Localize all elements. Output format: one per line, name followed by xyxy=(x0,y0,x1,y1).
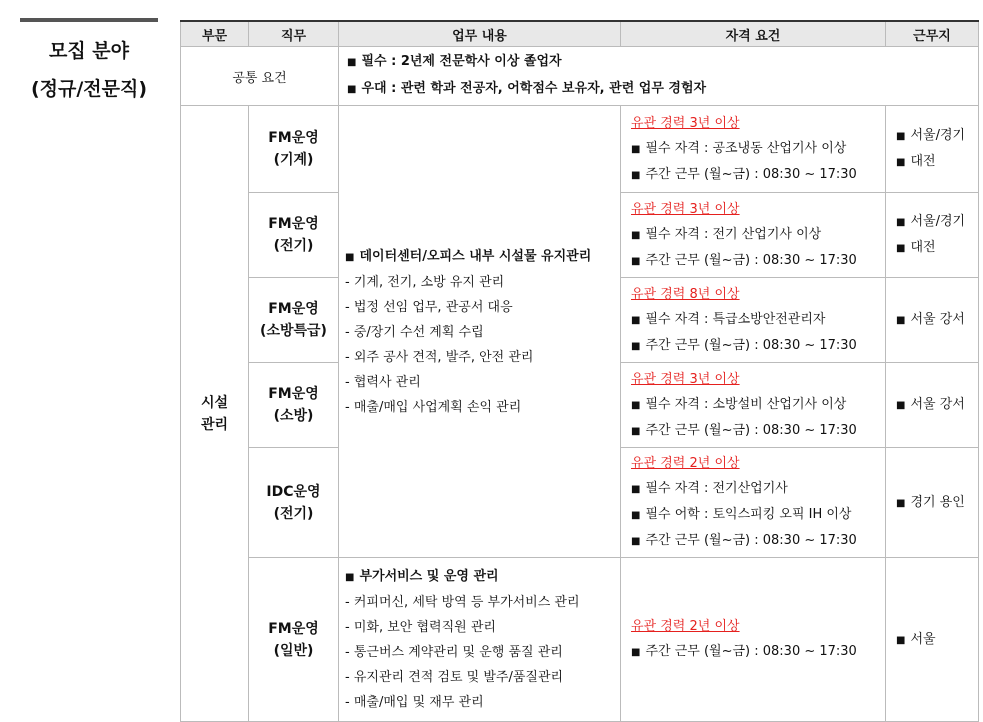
experience-requirement: 유관 경력 8년 이상 xyxy=(631,286,740,302)
location-item: ■ 대전 xyxy=(896,240,936,255)
common-requirements-row xyxy=(181,47,979,106)
table-row xyxy=(181,558,979,722)
job-cell: FM운영 (소방) xyxy=(249,363,339,448)
bullet-icon: ■ xyxy=(896,497,906,509)
section-title: 모집 분야 xyxy=(48,40,130,62)
duty-item: - 유지관리 견적 검토 및 발주/품질관리 xyxy=(345,670,564,685)
bullet-icon: ■ xyxy=(896,634,906,646)
experience-requirement: 유관 경력 3년 이상 xyxy=(631,115,740,131)
location-cell xyxy=(886,448,979,558)
qualification-item: ■ 주간 근무 (월~금) : 08:30 ~ 17:30 xyxy=(631,644,857,659)
location-item: ■ 서울 강서 xyxy=(896,312,965,327)
job-cell: FM운영 (전기) xyxy=(249,193,339,278)
job-cell: FM운영 (기계) xyxy=(249,106,339,193)
location-cell xyxy=(886,106,979,193)
section-label xyxy=(20,18,158,104)
qualification-cell xyxy=(621,558,886,722)
location-item: ■ 서울/경기 xyxy=(896,214,966,229)
bullet-icon: ■ xyxy=(345,251,355,263)
location-item: ■ 대전 xyxy=(896,154,936,169)
header-location: 근무지 xyxy=(886,21,979,47)
recruitment-table xyxy=(180,20,979,722)
department-cell: 시설 관리 xyxy=(181,106,249,722)
location-cell xyxy=(886,363,979,448)
bullet-icon: ■ xyxy=(896,243,906,254)
duties-cell xyxy=(339,106,621,558)
experience-requirement: 유관 경력 2년 이상 xyxy=(631,619,740,634)
experience-requirement: 유관 경력 3년 이상 xyxy=(631,371,740,387)
bullet-icon: ■ xyxy=(896,400,906,411)
qualification-cell xyxy=(621,106,886,193)
qualification-item: ■ 주간 근무 (월~금) : 08:30 ~ 17:30 xyxy=(631,533,857,548)
duty-item: - 미화, 보안 협력직원 관리 xyxy=(345,620,496,635)
qualification-item: ■ 필수 자격 : 소방설비 산업기사 이상 xyxy=(631,396,847,412)
location-item: ■ 서울 강서 xyxy=(896,397,965,412)
header-job: 직무 xyxy=(249,21,339,47)
bullet-icon: ■ xyxy=(631,647,641,658)
duty-item: - 외주 공사 견적, 발주, 안전 관리 xyxy=(345,349,534,365)
qualification-cell xyxy=(621,278,886,363)
bullet-icon: ■ xyxy=(631,314,641,326)
bullet-icon: ■ xyxy=(896,157,906,168)
header-row xyxy=(181,21,979,47)
bullet-icon: ■ xyxy=(896,131,906,142)
header-department: 부문 xyxy=(181,21,249,47)
bullet-icon: ■ xyxy=(631,399,641,411)
location-cell xyxy=(886,278,979,363)
header-qualifications: 자격 요건 xyxy=(621,21,886,47)
bullet-icon: ■ xyxy=(631,425,641,437)
duty-item: - 매출/매입 사업계획 손익 관리 xyxy=(345,399,522,415)
common-label: 공통 요건 xyxy=(181,47,339,106)
qualification-item: ■ 주간 근무 (월~금) : 08:30 ~ 17:30 xyxy=(631,422,857,438)
common-requirements xyxy=(339,47,979,106)
qualification-item: ■ 주간 근무 (월~금) : 08:30 ~ 17:30 xyxy=(631,252,857,268)
duty-item: - 매출/매입 및 재무 관리 xyxy=(345,695,484,710)
duties-cell xyxy=(339,558,621,722)
duty-item: - 기계, 전기, 소방 유지 관리 xyxy=(345,274,505,290)
duty-heading: ■ 데이터센터/오피스 내부 시설물 유지관리 xyxy=(345,248,592,264)
qualification-item: ■ 필수 자격 : 전기산업기사 xyxy=(631,481,788,496)
qualification-item: ■ 필수 자격 : 전기 산업기사 이상 xyxy=(631,226,822,242)
bullet-icon: ■ xyxy=(896,315,906,326)
qualification-item: ■ 필수 자격 : 공조냉동 산업기사 이상 xyxy=(631,140,847,156)
bullet-icon: ■ xyxy=(631,143,641,155)
duty-item: - 통근버스 계약관리 및 운행 품질 관리 xyxy=(345,645,563,660)
bullet-icon: ■ xyxy=(631,510,641,521)
location-item: ■ 서울 xyxy=(896,631,936,647)
location-cell xyxy=(886,558,979,722)
job-cell: FM운영 (소방특급) xyxy=(249,278,339,363)
duty-heading: ■ 부가서비스 및 운영 관리 xyxy=(345,569,499,584)
table-row xyxy=(181,106,979,193)
duty-item: - 협력사 관리 xyxy=(345,374,421,390)
job-cell: FM운영 (일반) xyxy=(249,558,339,722)
bullet-icon: ■ xyxy=(896,217,906,228)
qualification-item: ■ 주간 근무 (월~금) : 08:30 ~ 17:30 xyxy=(631,166,857,182)
location-cell xyxy=(886,193,979,278)
section-divider xyxy=(20,18,158,22)
bullet-icon: ■ xyxy=(631,229,641,241)
bullet-icon: ■ xyxy=(631,169,641,181)
header-duties: 업무 내용 xyxy=(339,21,621,47)
common-line: ■ 필수 : 2년제 전문학사 이상 졸업자 xyxy=(347,54,562,69)
location-item: ■ 서울/경기 xyxy=(896,128,966,143)
bullet-icon: ■ xyxy=(347,84,357,95)
duty-item: - 중/장기 수선 계획 수립 xyxy=(345,324,484,340)
qualification-cell xyxy=(621,448,886,558)
section-subtitle: (정규/전문직) xyxy=(30,78,148,100)
bullet-icon: ■ xyxy=(347,57,357,68)
qualification-item: ■ 필수 어학 : 토익스피킹 오픽 IH 이상 xyxy=(631,507,852,522)
duty-item: - 커피머신, 세탁 방역 등 부가서비스 관리 xyxy=(345,595,580,610)
duty-item: - 법정 선임 업무, 관공서 대응 xyxy=(345,299,513,315)
bullet-icon: ■ xyxy=(631,255,641,267)
bullet-icon: ■ xyxy=(631,340,641,352)
bullet-icon: ■ xyxy=(631,484,641,495)
qualification-item: ■ 주간 근무 (월~금) : 08:30 ~ 17:30 xyxy=(631,337,857,353)
job-cell: IDC운영 (전기) xyxy=(249,448,339,558)
common-line: ■ 우대 : 관련 학과 전공자, 어학점수 보유자, 관련 업무 경험자 xyxy=(347,81,707,96)
experience-requirement: 유관 경력 3년 이상 xyxy=(631,201,740,217)
bullet-icon: ■ xyxy=(631,536,641,547)
qualification-cell xyxy=(621,363,886,448)
location-item: ■ 경기 용인 xyxy=(896,494,965,510)
qualification-cell xyxy=(621,193,886,278)
qualification-item: ■ 필수 자격 : 특급소방안전관리자 xyxy=(631,311,826,327)
experience-requirement: 유관 경력 2년 이상 xyxy=(631,456,740,471)
bullet-icon: ■ xyxy=(345,572,355,583)
